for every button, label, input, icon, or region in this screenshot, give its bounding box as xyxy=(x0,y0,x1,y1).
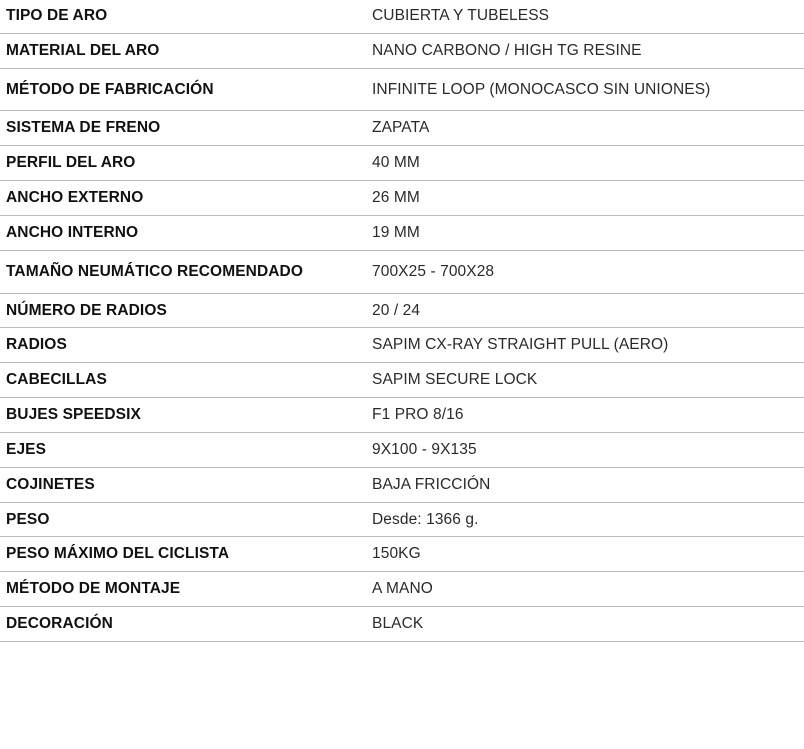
table-row xyxy=(0,502,804,537)
spec-value: 9X100 - 9X135 xyxy=(372,440,477,458)
spec-label: PERFIL DEL ARO xyxy=(6,154,136,172)
spec-value: CUBIERTA Y TUBELESS xyxy=(372,7,550,24)
table-row xyxy=(0,250,804,293)
spec-label: NÚMERO DE RADIOS xyxy=(6,301,167,319)
spec-label: MATERIAL DEL ARO xyxy=(6,41,160,59)
spec-value: 150KG xyxy=(372,545,421,563)
table-row xyxy=(0,293,804,328)
spec-value: ZAPATA xyxy=(372,119,430,137)
table-row xyxy=(0,146,804,181)
spec-label: PESO xyxy=(6,510,50,528)
spec-value: A MANO xyxy=(372,580,433,598)
table-row xyxy=(0,68,804,111)
table-row xyxy=(0,181,804,216)
spec-label: RADIOS xyxy=(6,336,67,354)
spec-value: F1 PRO 8/16 xyxy=(372,406,464,424)
spec-value: Desde: 1366 g. xyxy=(372,510,479,528)
table-row xyxy=(0,467,804,502)
spec-label: ANCHO EXTERNO xyxy=(6,189,144,207)
table-row xyxy=(0,111,804,146)
spec-label: TIPO DE ARO xyxy=(6,7,108,24)
spec-value: 26 MM xyxy=(372,189,420,207)
spec-value: SAPIM SECURE LOCK xyxy=(372,371,538,389)
spec-label: TAMAÑO NEUMÁTICO RECOMENDADO xyxy=(6,262,303,280)
spec-value: 40 MM xyxy=(372,154,420,172)
spec-label: CABECILLAS xyxy=(6,371,107,389)
spec-label: BUJES SPEEDSIX xyxy=(6,406,141,424)
table-row xyxy=(0,215,804,250)
spec-label: EJES xyxy=(6,440,47,458)
spec-value: BLACK xyxy=(372,615,424,633)
spec-label: MÉTODO DE MONTAJE xyxy=(6,580,181,598)
spec-label: DECORACIÓN xyxy=(6,615,113,633)
spec-label: ANCHO INTERNO xyxy=(6,223,139,241)
spec-value: NANO CARBONO / HIGH TG RESINE xyxy=(372,41,642,59)
spec-value: 700X25 - 700X28 xyxy=(372,262,495,280)
table-row xyxy=(0,572,804,607)
table-row xyxy=(0,33,804,68)
spec-label: PESO MÁXIMO DEL CICLISTA xyxy=(6,545,230,563)
spec-label: COJINETES xyxy=(6,475,95,493)
spec-label: MÉTODO DE FABRICACIÓN xyxy=(6,80,214,98)
table-row xyxy=(0,328,804,363)
table-row xyxy=(0,0,804,33)
spec-value: BAJA FRICCIÓN xyxy=(372,475,491,493)
table-row xyxy=(0,363,804,398)
spec-value: SAPIM CX-RAY STRAIGHT PULL (AERO) xyxy=(372,336,669,354)
table-row xyxy=(0,398,804,433)
spec-value: INFINITE LOOP (MONOCASCO SIN UNIONES) xyxy=(372,80,711,98)
table-row xyxy=(0,432,804,467)
spec-label: SISTEMA DE FRENO xyxy=(6,119,161,137)
spec-value: 19 MM xyxy=(372,223,420,241)
table-row xyxy=(0,607,804,642)
table-row xyxy=(0,537,804,572)
spec-value: 20 / 24 xyxy=(372,301,421,319)
